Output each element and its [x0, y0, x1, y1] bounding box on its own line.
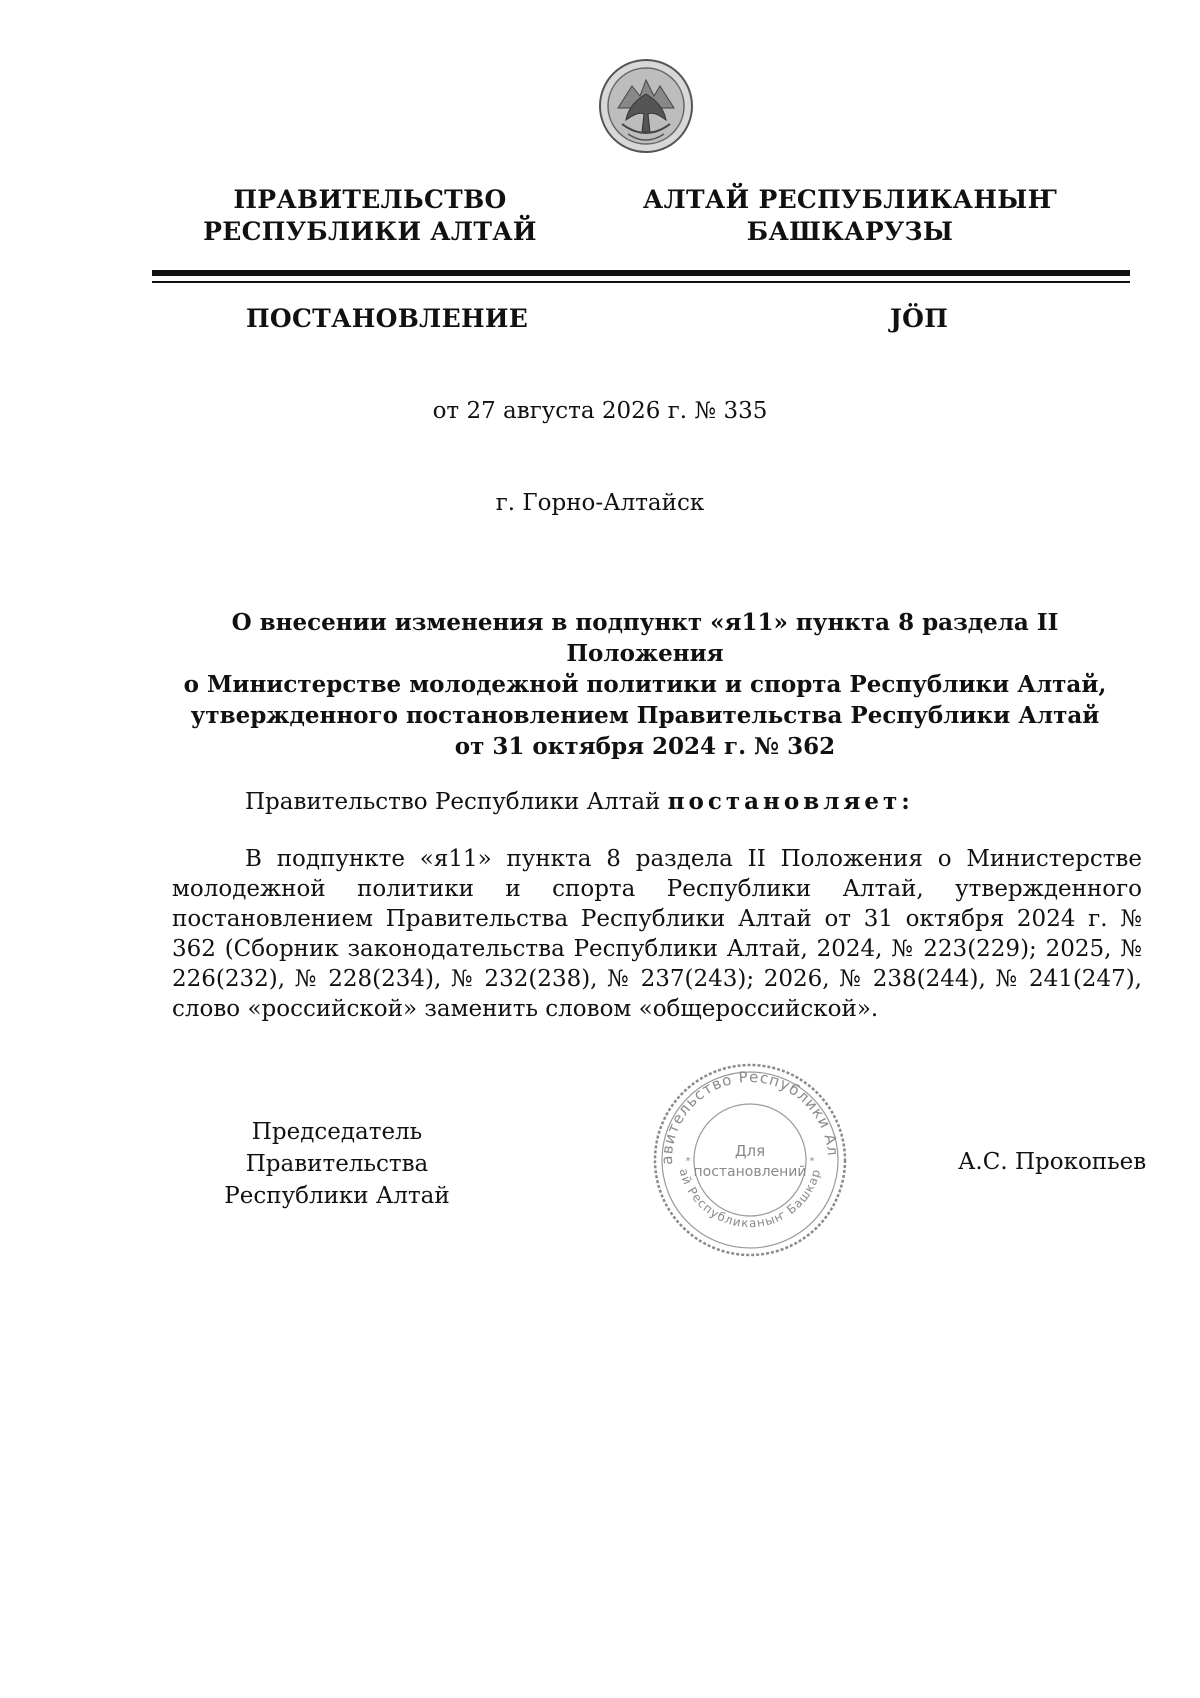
org-name-russian-line1: ПРАВИТЕЛЬСТВО	[233, 185, 507, 214]
seal-inner-line1: Для	[734, 1142, 766, 1160]
official-seal-icon	[650, 1060, 850, 1260]
coat-of-arms-icon	[598, 58, 694, 154]
signatory-position-line2: Республики Алтай	[224, 1183, 450, 1209]
signatory-position-line1: Председатель Правительства	[245, 1119, 429, 1177]
city: г. Горно-Алтайск	[495, 490, 705, 516]
decree-verb: постановляет:	[667, 788, 914, 815]
seal-bottom-text: ай Республиканыҥ Башкар	[676, 1166, 824, 1231]
title-line: О внесении изменения в подпункт «я11» пункта 8 раздела II Положения	[231, 609, 1059, 667]
decree-body: В подпункте «я11» пункта 8 раздела II Положения о Министерстве молодежной политики и спорта Республики Алтай, утвержденного постановлением Правительства Республики Алтай от 31 октября 2024 г. № 362 (Сборник законодательства Республики Алтай, 2024, № 223(229); 2025, № 226(232), № 228(234), № 232(238), № 237(243); 2026, № 238(244), № 241(247), слово «российской» заменить словом «общероссийской».	[172, 846, 1142, 1022]
document-title	[160, 607, 1130, 762]
svg-text:*: *	[685, 1156, 691, 1167]
doc-type-altai: JӦП	[890, 304, 949, 333]
header-divider-thick	[152, 270, 1130, 276]
signatory-name: А.С. Прокопьев	[958, 1149, 1147, 1175]
title-line: от 31 октября 2024 г. № 362	[454, 733, 836, 760]
title-line: утвержденного постановлением Правительства Республики Алтай	[190, 702, 1100, 729]
svg-text:*: *	[809, 1156, 815, 1167]
org-name-altai	[640, 184, 1060, 248]
org-name-russian-line2: РЕСПУБЛИКИ АЛТАЙ	[203, 217, 537, 246]
date-number: от 27 августа 2026 г. № 335	[432, 398, 768, 424]
doc-type-russian: ПОСТАНОВЛЕНИЕ	[246, 304, 529, 333]
seal-inner-line2: постановлений	[693, 1164, 807, 1180]
org-name-altai-line2: БАШКАРУЗЫ	[746, 217, 954, 246]
decree-subject: Правительство Республики Алтай	[245, 789, 661, 815]
org-name-altai-line1: АЛТАЙ РЕСПУБЛИКАНЫҤ	[642, 185, 1058, 214]
header-divider-thin	[152, 281, 1130, 283]
decree-intro	[245, 788, 914, 815]
title-line: о Министерстве молодежной политики и спорта Республики Алтай,	[183, 671, 1107, 698]
seal-outer-text: авительство Республики Ал	[657, 1067, 843, 1165]
org-name-russian	[160, 184, 580, 248]
signatory-position	[172, 1116, 502, 1212]
